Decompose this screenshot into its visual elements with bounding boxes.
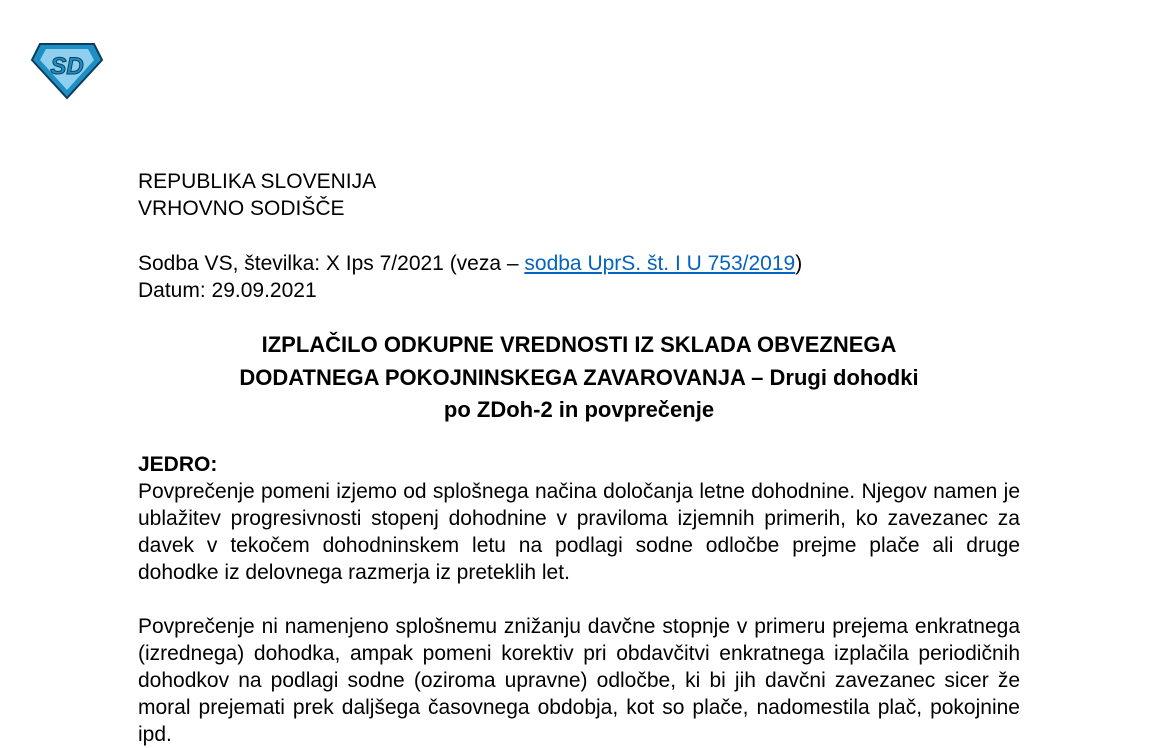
- jedro-heading: JEDRO:: [138, 453, 218, 476]
- court-logo: [30, 40, 104, 100]
- jedro-paragraph-1: Povprečenje pomeni izjemo od splošnega načina določanja letne dohodnine. Njegov namen je ublažitev progresivnosti stopenj dohodnine v praviloma izjemnih primerih, ko zavezanec za davek v tekočem dohodninskem letu na podlagi sodne odločbe prejme plače ali druge dohodke iz delovnega razmerja iz preteklih let.: [138, 480, 1020, 584]
- case-suffix: ): [795, 252, 803, 275]
- case-date: Datum: 29.09.2021: [138, 279, 317, 302]
- svg-text:SD: SD: [50, 53, 84, 80]
- case-number-text: Sodba VS, številka: X Ips 7/2021 (veza –: [138, 252, 525, 275]
- case-number: [138, 250, 1020, 277]
- case-info: [138, 250, 1020, 304]
- jedro-section: [138, 451, 1020, 748]
- title-line-3: po ZDoh-2 in povprečenje: [443, 397, 715, 422]
- jedro-paragraph-2: Povprečenje ni namenjeno splošnemu znižanju davčne stopnje v primeru prejema enkratnega (izrednega) dohodka, ampak pomeni korektiv pri obdavčitvi enkratnega izplačila periodičnih dohodkov na podlagi sodne (oziroma upravne) odločbe, ki bi jih davčni zavezanec sicer že moral prejemati prek daljšega časovnega obdobja, kot so plače, nadomestila plač, pokojnine ipd.: [138, 615, 1020, 746]
- title-line-2: DODATNEGA POKOJNINSKEGA ZAVAROVANJA – Drugi dohodki: [239, 364, 919, 390]
- related-case-link[interactable]: sodba UprS. št. I U 753/2019: [524, 252, 796, 275]
- title-line-1: IZPLAČILO ODKUPNE VREDNOSTI IZ SKLADA OBVEZNEGA: [261, 332, 897, 357]
- document-title: [138, 329, 1020, 427]
- header-line-1: REPUBLIKA SLOVENIJA: [138, 170, 377, 193]
- header-line-2: VRHOVNO SODIŠČE: [138, 197, 345, 220]
- court-header: [138, 168, 1020, 222]
